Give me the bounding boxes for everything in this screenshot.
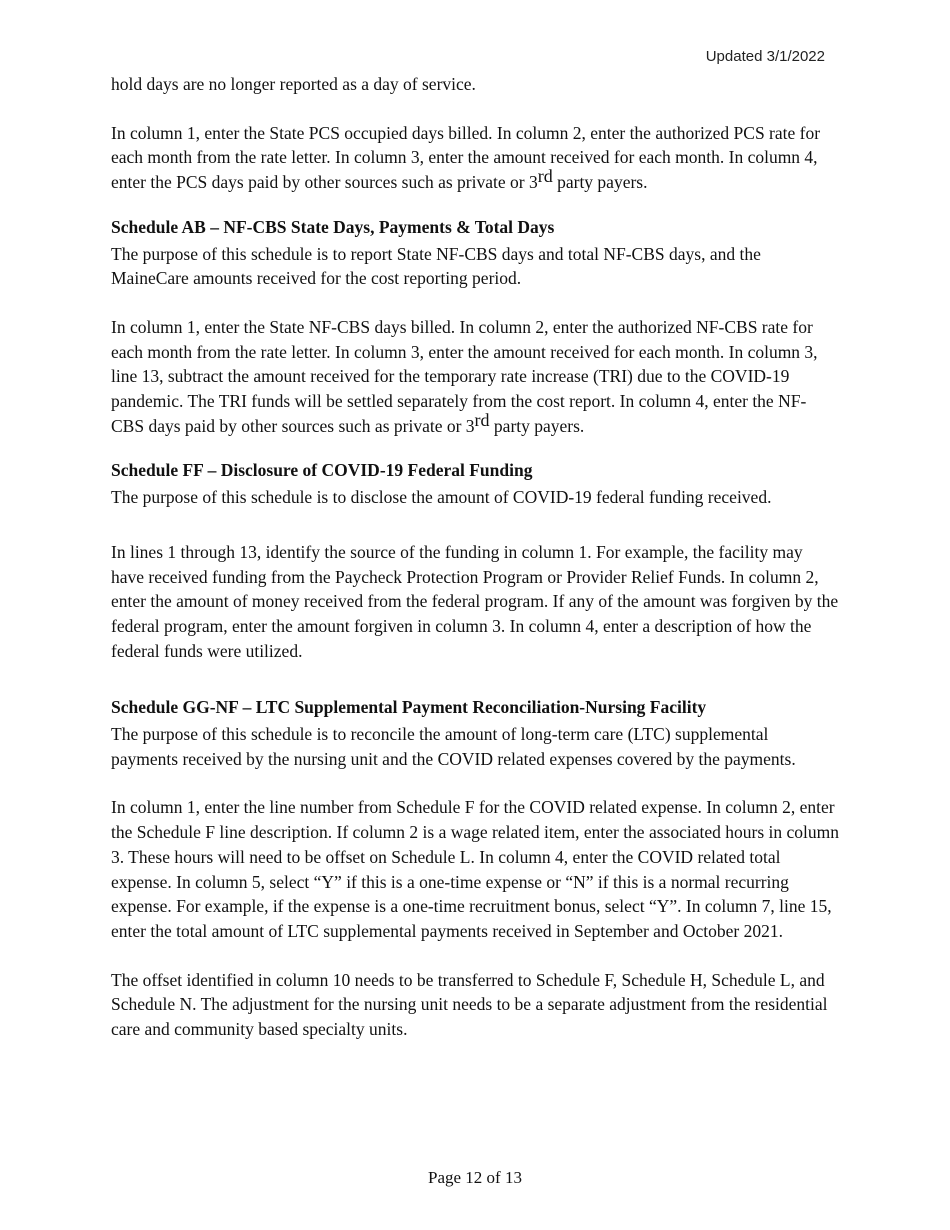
schedule-ab-instructions-tail: party payers. bbox=[489, 415, 585, 436]
schedule-ab-purpose: The purpose of this schedule is to report State NF-CBS days and total NF-CBS days, and the MaineCare amounts received for the cost reporting period. bbox=[111, 243, 761, 289]
schedule-gg-nf-offset: The offset identified in column 10 needs to be transferred to Schedule F, Schedule H, Schedule L, and Schedule N. The adjustment for the nursing unit needs to be a separate adjustment from the residential care and community based specialty units. bbox=[111, 969, 828, 1040]
pcs-instructions-text: In column 1, enter the State PCS occupied days billed. In column 2, enter the authorized PCS rate for each month from the rate letter. In column 3, enter the amount received for each month. In column 4, enter the PCS days paid by other sources such as private or 3 bbox=[111, 122, 821, 193]
schedule-gg-nf-heading: Schedule GG-NF – LTC Supplemental Payment Reconciliation-Nursing Facility bbox=[111, 697, 707, 718]
page-number: Page 12 of 13 bbox=[428, 1168, 522, 1187]
updated-date: Updated 3/1/2022 bbox=[705, 48, 825, 65]
schedule-ff-instructions: In lines 1 through 13, identify the source of the funding in column 1. For example, the facility may have received funding from the Paycheck Protection Program or Provider Relief Funds. In column 2, enter the amount of money received from the federal program. If any of the amount was forgiven by the federal program, enter the amount forgiven in column 3. In column 4, enter a description of how the federal funds were utilized. bbox=[111, 541, 839, 661]
document-body bbox=[111, 72, 839, 1042]
paragraph-pcs-instructions bbox=[111, 121, 839, 195]
schedule-ff-heading: Schedule FF – Disclosure of COVID-19 Federal Funding bbox=[111, 460, 533, 481]
schedule-ff-purpose: The purpose of this schedule is to disclose the amount of COVID-19 federal funding received. bbox=[111, 487, 772, 508]
schedule-ab-heading: Schedule AB – NF-CBS State Days, Payments & Total Days bbox=[111, 216, 555, 237]
schedule-ab-instructions-text: In column 1, enter the State NF-CBS days billed. In column 2, enter the authorized NF-CBS rate for each month from the rate letter. In column 3, enter the amount received for each month. In column 3, line 13, subtract the amount received for the temporary rate increase (TRI) due to the COVID-19 pandemic. The TRI funds will be settled separately from the cost report. In column 4, enter the NF-CBS days paid by other sources such as private or 3 bbox=[111, 316, 818, 436]
schedule-ab-ordinal-suffix: rd bbox=[474, 409, 490, 430]
pcs-instructions-tail: party payers. bbox=[552, 172, 648, 193]
paragraph-hold-days: hold days are no longer reported as a day of service. bbox=[111, 74, 476, 94]
schedule-gg-nf-instructions: In column 1, enter the line number from Schedule F for the COVID related expense. In column 2, enter the Schedule F line description. If column 2 is a wage related item, enter the associated hours in column 3. These hours will need to be offset on Schedule L. In column 4, enter the COVID related total expense. In column 5, select “Y” if this is a one-time expense or “N” if this is a normal recurring expense. For example, if the expense is a one-time recruitment bonus, select “Y”. In column 7, line 15, enter the total amount of LTC supplemental payments received in September and October 2021. bbox=[111, 797, 839, 941]
pcs-ordinal-suffix: rd bbox=[537, 166, 553, 187]
schedule-gg-nf-purpose: The purpose of this schedule is to reconcile the amount of long-term care (LTC) supplemental payments received by the nursing unit and the COVID related expenses covered by the payments. bbox=[111, 724, 796, 769]
schedule-ab-instructions bbox=[111, 315, 839, 439]
